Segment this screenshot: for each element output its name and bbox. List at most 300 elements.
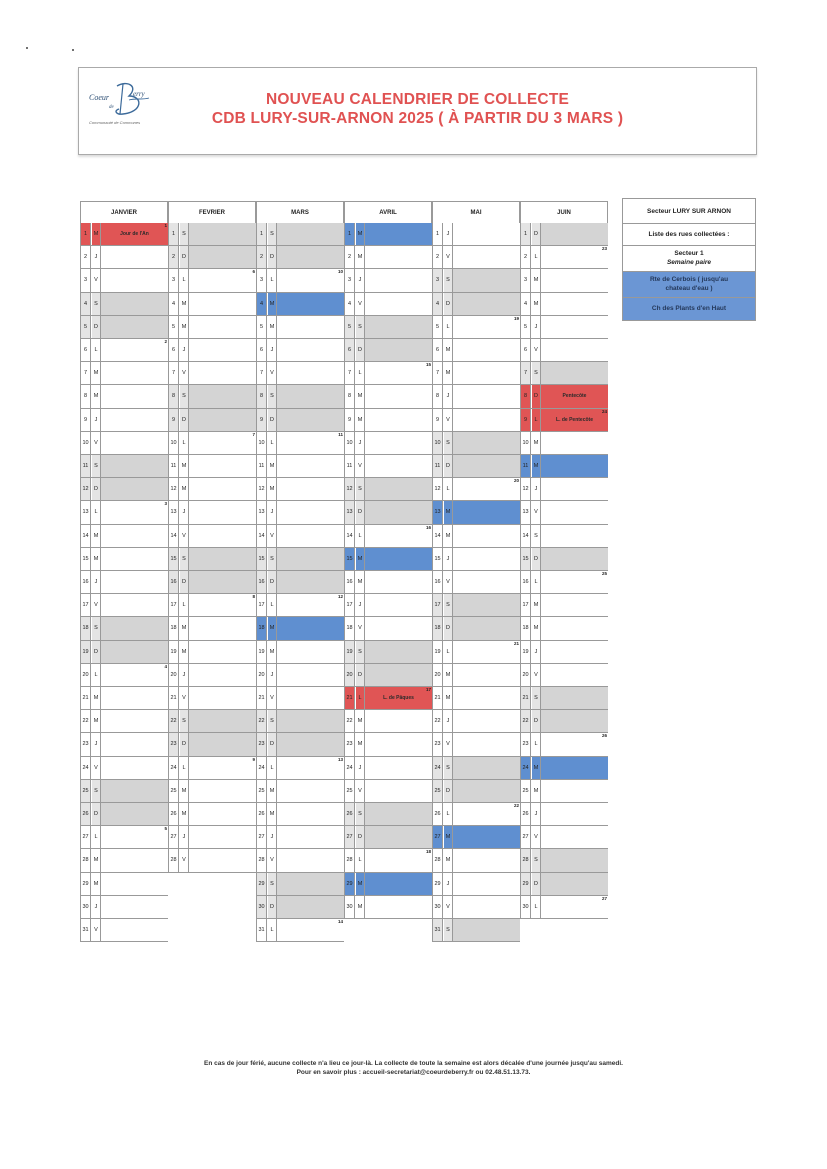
day-number: 25: [345, 780, 355, 802]
day-row: [432, 246, 520, 269]
day-cell: [541, 594, 608, 616]
day-number: 1: [433, 223, 443, 245]
day-cell: [453, 501, 520, 523]
sector-name: Secteur 1: [674, 250, 704, 257]
day-row: [344, 223, 432, 246]
day-cell: [189, 385, 256, 407]
day-number: 20: [521, 664, 531, 686]
day-of-week: S: [180, 385, 189, 407]
day-cell: [101, 269, 168, 291]
day-of-week: J: [444, 873, 453, 895]
day-of-week: V: [356, 455, 365, 477]
day-of-week: S: [356, 478, 365, 500]
day-of-week: L: [356, 687, 365, 709]
day-of-week: M: [356, 571, 365, 593]
day-cell: [365, 293, 432, 315]
day-cell: [101, 757, 168, 779]
day-row: [520, 293, 608, 316]
day-of-week: S: [180, 548, 189, 570]
day-of-week: L: [92, 826, 101, 848]
day-number: 10: [433, 432, 443, 454]
day-row: [256, 873, 344, 896]
day-row: [256, 223, 344, 246]
day-cell: [453, 571, 520, 593]
day-number: 24: [257, 757, 267, 779]
day-cell: [453, 664, 520, 686]
day-row: [168, 780, 256, 803]
day-cell: [541, 826, 608, 848]
day-row: [80, 687, 168, 710]
day-cell: [277, 849, 344, 871]
day-row: [520, 710, 608, 733]
day-row: [168, 710, 256, 733]
day-number: 30: [81, 896, 91, 918]
day-number: 11: [169, 455, 179, 477]
day-row: [256, 501, 344, 524]
day-cell: [101, 896, 168, 918]
day-number: 19: [433, 641, 443, 663]
footer-note: En cas de jour férié, aucune collecte n'a lieu ce jour-là. La collecte de toute la semaine est alors décalée d'une journée jusqu'au samedi.: [204, 1060, 623, 1067]
day-number: 2: [81, 246, 91, 268]
day-of-week: V: [444, 246, 453, 268]
day-number: 4: [345, 293, 355, 315]
day-cell: [541, 501, 608, 523]
day-row: [256, 641, 344, 664]
day-of-week: M: [92, 362, 101, 384]
day-of-week: S: [356, 641, 365, 663]
day-cell: [277, 780, 344, 802]
day-number: 1: [81, 223, 91, 245]
day-cell: [453, 362, 520, 384]
day-number: 30: [521, 896, 531, 918]
day-number: 5: [169, 316, 179, 338]
day-number: 17: [433, 594, 443, 616]
day-number: 15: [345, 548, 355, 570]
day-cell: [541, 617, 608, 639]
day-number: 21: [169, 687, 179, 709]
day-number: 16: [521, 571, 531, 593]
day-row: [80, 478, 168, 501]
day-row: [168, 641, 256, 664]
day-of-week: D: [268, 571, 277, 593]
day-of-week: S: [268, 548, 277, 570]
day-number: 17: [521, 594, 531, 616]
day-of-week: S: [444, 757, 453, 779]
street-cerbois: [623, 272, 755, 298]
day-cell: [189, 269, 256, 291]
day-row: [344, 269, 432, 292]
day-row: [80, 641, 168, 664]
day-cell: [101, 594, 168, 616]
day-row: [344, 478, 432, 501]
day-of-week: V: [444, 409, 453, 431]
day-number: 19: [521, 641, 531, 663]
day-row: [520, 223, 608, 246]
day-cell: [101, 826, 168, 848]
day-number: 28: [81, 849, 91, 871]
day-cell: [277, 316, 344, 338]
day-number: 26: [345, 803, 355, 825]
day-number: 6: [345, 339, 355, 361]
day-cell: [189, 246, 256, 268]
day-cell: [101, 919, 168, 941]
day-number: 21: [257, 687, 267, 709]
day-number: 8: [433, 385, 443, 407]
day-number: 7: [345, 362, 355, 384]
day-cell: [365, 339, 432, 361]
day-row: [80, 571, 168, 594]
day-of-week: J: [180, 501, 189, 523]
day-number: 23: [345, 733, 355, 755]
day-cell: [453, 455, 520, 477]
day-cell: [365, 664, 432, 686]
day-cell: [541, 525, 608, 547]
day-row: [520, 316, 608, 339]
day-cell: [365, 641, 432, 663]
day-row: [520, 455, 608, 478]
day-row: [80, 269, 168, 292]
day-number: 22: [257, 710, 267, 732]
day-number: 23: [169, 733, 179, 755]
day-row: [80, 873, 168, 896]
week-number: 24: [601, 408, 607, 414]
week-number: 9: [252, 756, 255, 762]
day-of-week: M: [532, 780, 541, 802]
day-cell: [541, 641, 608, 663]
day-row: [432, 525, 520, 548]
day-number: 1: [257, 223, 267, 245]
day-cell: [101, 664, 168, 686]
scan-speck: [26, 47, 28, 49]
day-number: 13: [345, 501, 355, 523]
day-of-week: S: [180, 710, 189, 732]
day-number: 10: [257, 432, 267, 454]
day-of-week: V: [444, 733, 453, 755]
day-number: 7: [169, 362, 179, 384]
day-row: [80, 316, 168, 339]
day-number: 29: [521, 873, 531, 895]
day-row: [256, 409, 344, 432]
day-cell: [541, 664, 608, 686]
day-row: [168, 223, 256, 246]
day-number: 29: [433, 873, 443, 895]
day-of-week: M: [444, 501, 453, 523]
day-of-week: S: [92, 780, 101, 802]
day-cell: [453, 594, 520, 616]
day-of-week: L: [532, 571, 541, 593]
day-of-week: J: [268, 339, 277, 361]
day-row: [432, 757, 520, 780]
day-row: [520, 733, 608, 756]
day-row: [80, 733, 168, 756]
day-of-week: J: [92, 733, 101, 755]
day-cell: [277, 896, 344, 918]
day-row: [168, 409, 256, 432]
day-cell: [453, 849, 520, 871]
day-cell: [189, 455, 256, 477]
day-cell: [541, 293, 608, 315]
day-cell: [365, 223, 432, 245]
day-cell: [541, 432, 608, 454]
day-number: 28: [257, 849, 267, 871]
day-number: 12: [169, 478, 179, 500]
day-number: 7: [433, 362, 443, 384]
day-number: 30: [433, 896, 443, 918]
day-cell: [365, 269, 432, 291]
day-row: [432, 896, 520, 919]
day-row: [168, 478, 256, 501]
day-number: 21: [433, 687, 443, 709]
day-row: [256, 803, 344, 826]
day-of-week: J: [356, 269, 365, 291]
day-row: [432, 223, 520, 246]
day-number: 7: [81, 362, 91, 384]
day-row: [256, 780, 344, 803]
day-number: 14: [81, 525, 91, 547]
day-of-week: M: [444, 826, 453, 848]
day-of-week: M: [356, 548, 365, 570]
day-row: [256, 548, 344, 571]
day-row: [344, 432, 432, 455]
day-row: [520, 385, 608, 408]
day-row: [80, 849, 168, 872]
day-row: [432, 455, 520, 478]
day-row: [256, 664, 344, 687]
day-number: 2: [345, 246, 355, 268]
day-of-week: L: [92, 664, 101, 686]
day-of-week: M: [180, 641, 189, 663]
day-of-week: L: [268, 432, 277, 454]
day-row: [80, 664, 168, 687]
day-cell: [101, 455, 168, 477]
sector-label: [623, 246, 755, 272]
day-cell: [101, 246, 168, 268]
day-row: [344, 780, 432, 803]
day-row: [344, 339, 432, 362]
day-number: 9: [81, 409, 91, 431]
day-number: 10: [345, 432, 355, 454]
day-cell: [277, 571, 344, 593]
day-cell: [189, 339, 256, 361]
day-cell: [101, 339, 168, 361]
day-row: [256, 478, 344, 501]
day-of-week: M: [356, 385, 365, 407]
day-cell: [453, 548, 520, 570]
day-of-week: J: [268, 501, 277, 523]
day-of-week: V: [268, 525, 277, 547]
day-row: [256, 293, 344, 316]
day-cell: [365, 710, 432, 732]
day-row: [256, 826, 344, 849]
day-number: 23: [257, 733, 267, 755]
day-cell: [101, 687, 168, 709]
day-row: [168, 733, 256, 756]
street-cerbois-line1: Rte de Cerbois ( jusqu'au: [649, 276, 729, 283]
day-row: [168, 664, 256, 687]
day-number: 20: [169, 664, 179, 686]
day-of-week: J: [444, 548, 453, 570]
day-of-week: L: [180, 432, 189, 454]
day-of-week: M: [92, 710, 101, 732]
day-of-week: M: [444, 339, 453, 361]
day-of-week: L: [268, 269, 277, 291]
day-number: 4: [169, 293, 179, 315]
day-number: 22: [81, 710, 91, 732]
day-row: [256, 733, 344, 756]
day-cell: [101, 525, 168, 547]
day-number: 29: [345, 873, 355, 895]
day-of-week: V: [356, 617, 365, 639]
day-of-week: J: [356, 432, 365, 454]
day-row: [520, 362, 608, 385]
day-row: [256, 896, 344, 919]
day-row: [256, 919, 344, 942]
day-of-week: D: [180, 571, 189, 593]
day-number: 26: [257, 803, 267, 825]
day-of-week: M: [356, 246, 365, 268]
day-cell: [453, 525, 520, 547]
day-row: [168, 501, 256, 524]
day-of-week: D: [268, 733, 277, 755]
day-row: [344, 641, 432, 664]
day-cell: [189, 733, 256, 755]
day-number: 15: [433, 548, 443, 570]
day-row: [520, 432, 608, 455]
day-cell: [277, 525, 344, 547]
day-number: 5: [345, 316, 355, 338]
day-row: [168, 362, 256, 385]
day-of-week: S: [180, 223, 189, 245]
day-number: 23: [81, 733, 91, 755]
day-cell: [101, 849, 168, 871]
streets-list-label: Liste des rues collectées :: [623, 224, 755, 246]
day-row: [520, 409, 608, 432]
day-number: 5: [81, 316, 91, 338]
day-of-week: S: [268, 873, 277, 895]
day-number: 4: [257, 293, 267, 315]
day-of-week: L: [268, 757, 277, 779]
day-of-week: D: [532, 385, 541, 407]
day-cell: [189, 548, 256, 570]
day-row: [432, 594, 520, 617]
day-number: 26: [169, 803, 179, 825]
day-number: 28: [521, 849, 531, 871]
day-row: [344, 385, 432, 408]
day-of-week: V: [92, 269, 101, 291]
day-of-week: D: [356, 664, 365, 686]
day-of-week: M: [268, 316, 277, 338]
day-of-week: S: [92, 293, 101, 315]
day-row: [520, 641, 608, 664]
day-number: 11: [521, 455, 531, 477]
day-cell: [453, 757, 520, 779]
day-number: 8: [257, 385, 267, 407]
day-number: 19: [81, 641, 91, 663]
day-row: [432, 617, 520, 640]
day-of-week: D: [268, 896, 277, 918]
day-of-week: M: [180, 455, 189, 477]
day-row: [344, 849, 432, 872]
day-row: [432, 571, 520, 594]
week-number: 17: [425, 687, 431, 692]
day-row: [168, 803, 256, 826]
day-of-week: L: [356, 849, 365, 871]
day-cell: [101, 873, 168, 895]
day-number: 1: [521, 223, 531, 245]
day-number: 2: [257, 246, 267, 268]
day-of-week: V: [444, 571, 453, 593]
day-of-week: J: [92, 896, 101, 918]
day-row: [168, 455, 256, 478]
day-number: 20: [433, 664, 443, 686]
day-cell: [453, 780, 520, 802]
day-row: [432, 780, 520, 803]
day-row: [168, 849, 256, 872]
day-of-week: L: [92, 501, 101, 523]
day-of-week: S: [268, 385, 277, 407]
day-cell: [365, 409, 432, 431]
day-number: 16: [433, 571, 443, 593]
day-row: [344, 246, 432, 269]
day-number: 28: [345, 849, 355, 871]
day-number: 10: [81, 432, 91, 454]
day-of-week: V: [180, 362, 189, 384]
month-header: MARS: [256, 201, 344, 223]
day-of-week: D: [356, 339, 365, 361]
day-number: 14: [345, 525, 355, 547]
day-cell: [541, 455, 608, 477]
day-cell: [101, 710, 168, 732]
day-number: 18: [433, 617, 443, 639]
day-row: [520, 571, 608, 594]
day-of-week: S: [268, 710, 277, 732]
day-cell: [453, 478, 520, 500]
day-of-week: M: [268, 780, 277, 802]
holiday-label: L. de Pâques: [383, 695, 414, 701]
day-cell: [277, 919, 344, 941]
day-row: [344, 525, 432, 548]
day-cell: [189, 525, 256, 547]
day-cell: [365, 733, 432, 755]
day-of-week: V: [444, 896, 453, 918]
day-cell: [541, 316, 608, 338]
day-of-week: M: [268, 478, 277, 500]
day-cell: [277, 385, 344, 407]
day-cell: [453, 803, 520, 825]
day-cell: [101, 780, 168, 802]
day-cell: [365, 385, 432, 407]
day-row: [80, 409, 168, 432]
day-number: 3: [81, 269, 91, 291]
day-of-week: V: [92, 919, 101, 941]
day-cell: [189, 409, 256, 431]
day-of-week: M: [356, 223, 365, 245]
day-cell: [189, 780, 256, 802]
day-number: 19: [345, 641, 355, 663]
day-cell: [277, 710, 344, 732]
logo-text-coeur: Coeur: [89, 93, 109, 102]
day-of-week: J: [532, 803, 541, 825]
day-row: [256, 617, 344, 640]
day-cell: [101, 548, 168, 570]
day-row: [520, 269, 608, 292]
day-number: 17: [257, 594, 267, 616]
day-number: 16: [81, 571, 91, 593]
day-number: 27: [257, 826, 267, 848]
day-of-week: M: [180, 803, 189, 825]
day-row: [520, 873, 608, 896]
day-cell: [277, 362, 344, 384]
